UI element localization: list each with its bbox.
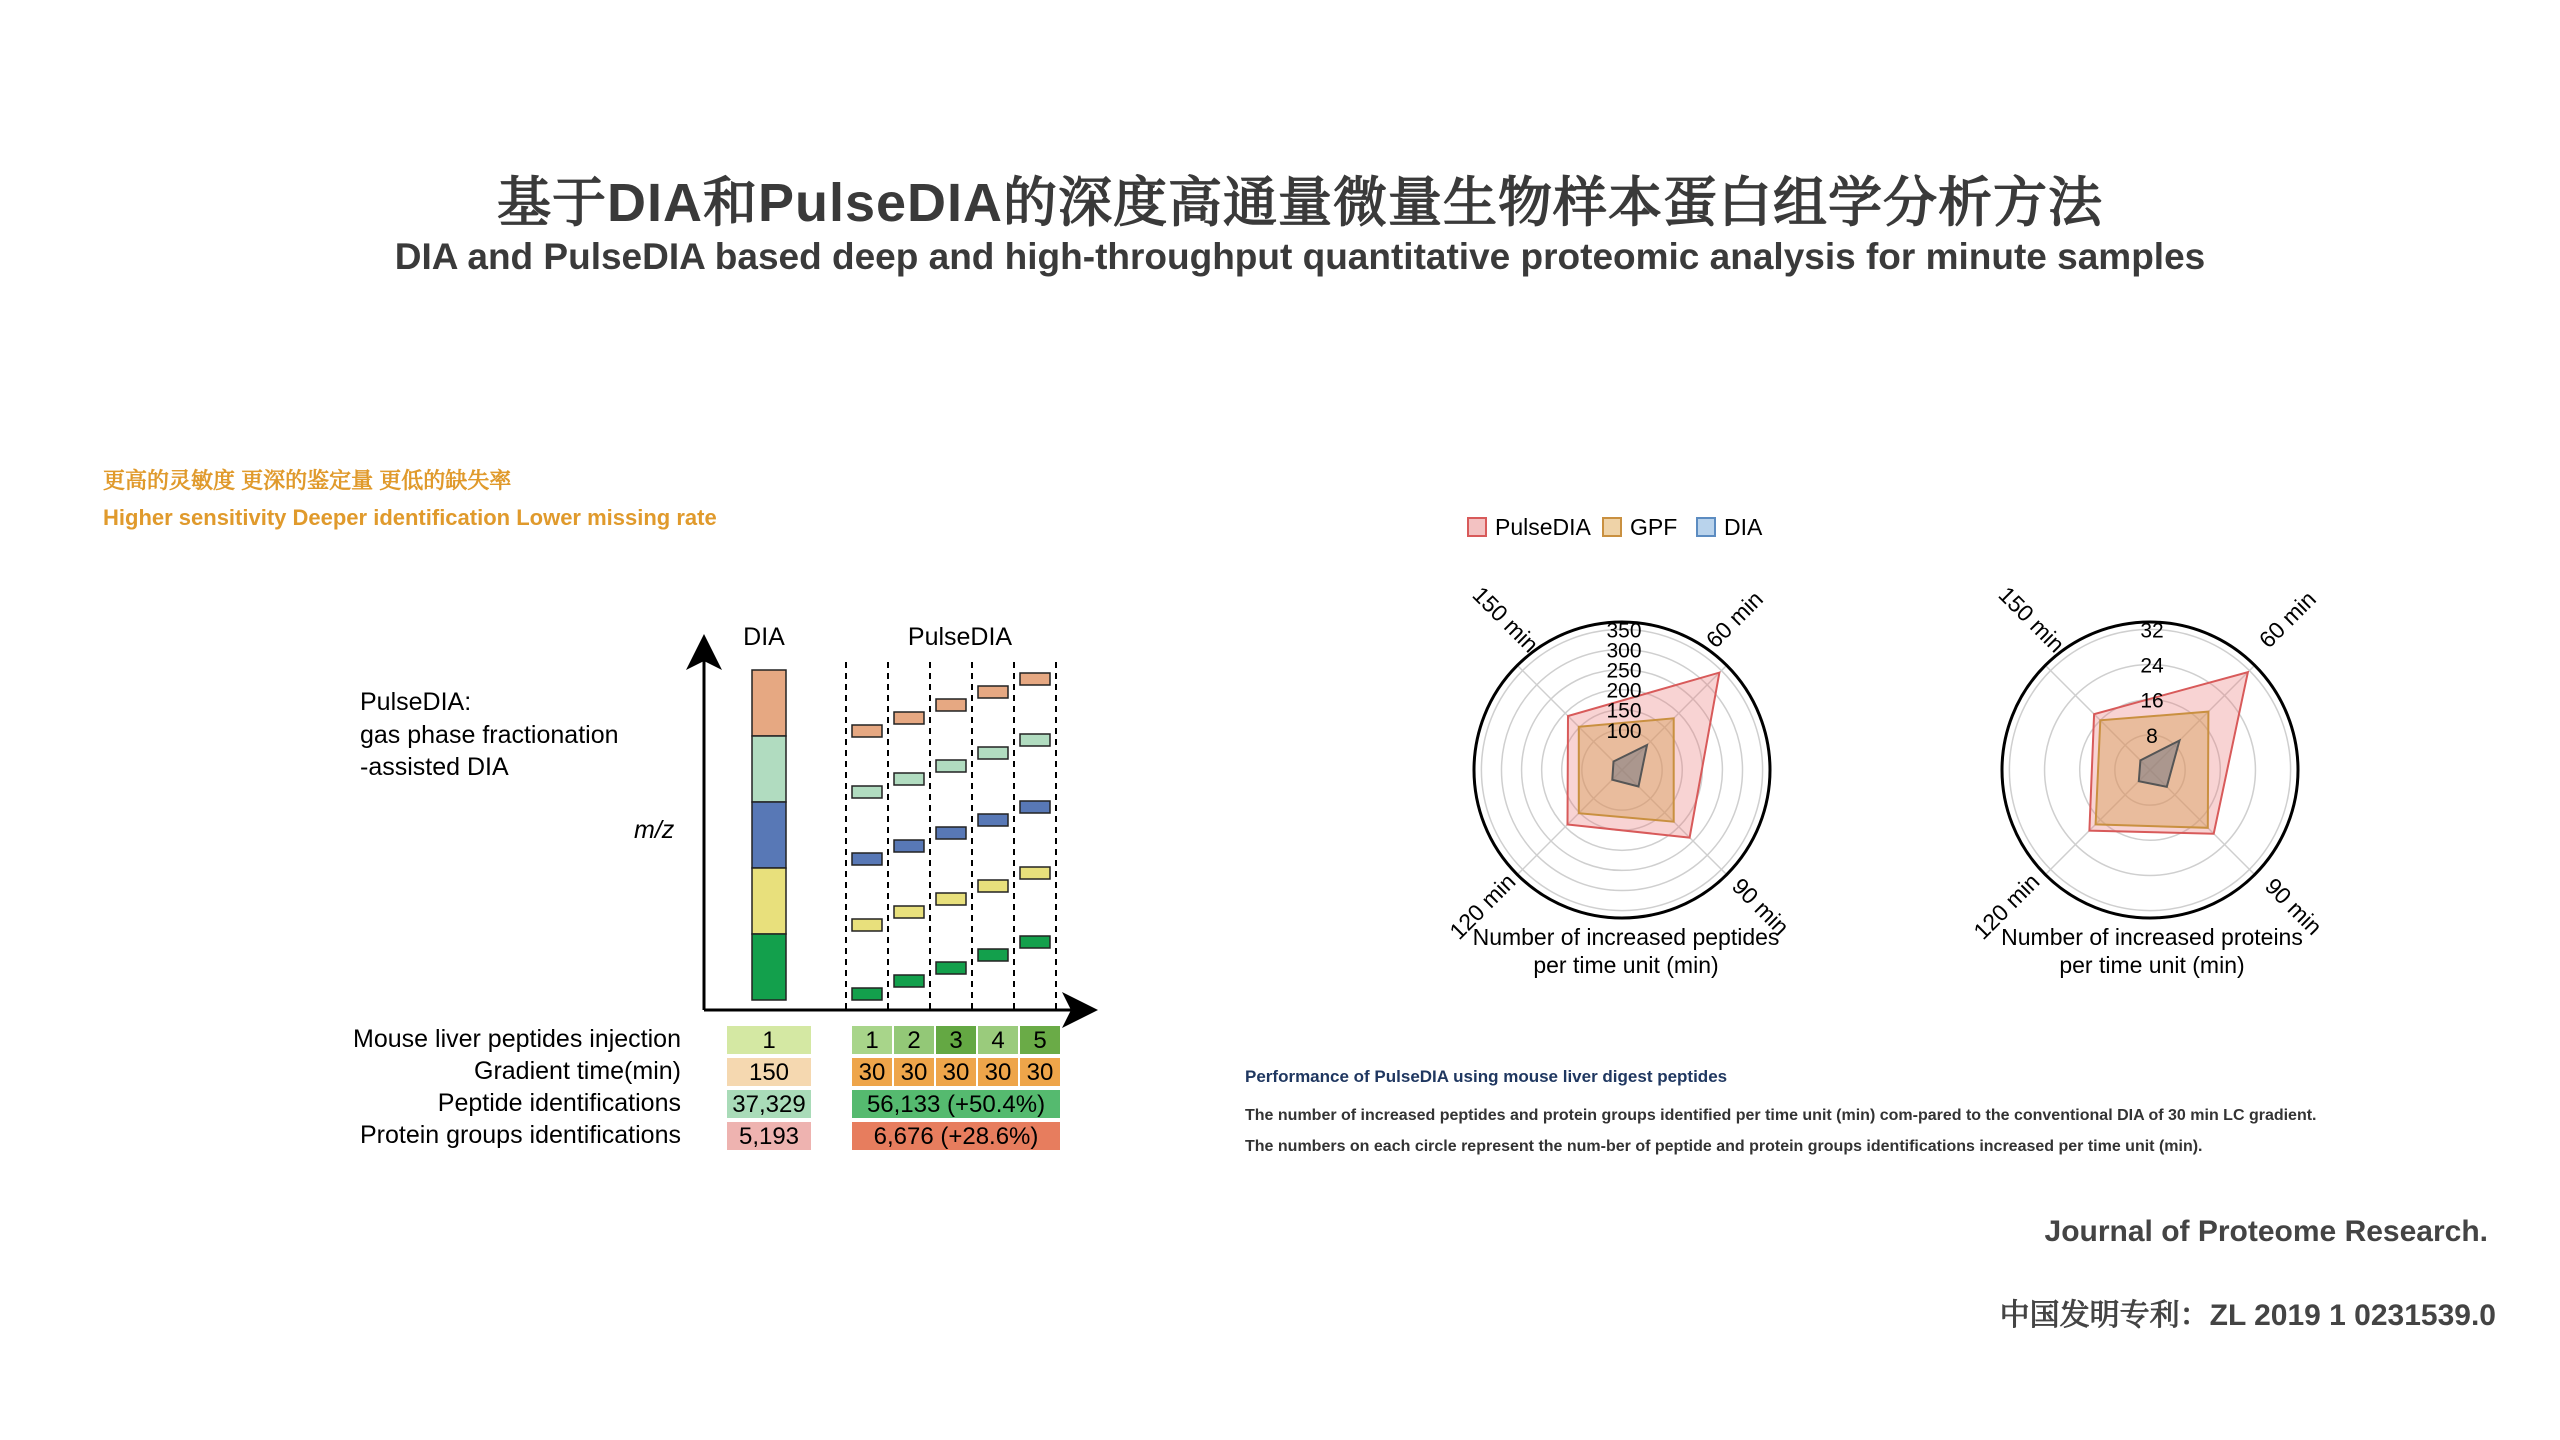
radar-xlabel-line2: per time unit (min)	[2059, 952, 2245, 978]
pulse-window	[936, 699, 966, 711]
dia-window-5	[752, 934, 786, 1000]
radar-tick-label: 150	[1606, 699, 1642, 723]
pulse-window	[936, 893, 966, 905]
radar-tick-label: 24	[2140, 654, 2164, 678]
cell-injection-pulse-4-value: 4	[991, 1027, 1005, 1054]
pulse-window	[852, 786, 882, 798]
radar-chart-peptides	[1444, 581, 1794, 978]
pulse-window	[978, 880, 1008, 892]
pulse-window	[936, 962, 966, 974]
figure-caption-line2: The numbers on each circle represent the num-ber of peptide and protein groups identifications increased per time unit (min).	[1245, 1138, 2203, 1155]
cell-injection-pulse-3-value: 3	[949, 1027, 963, 1054]
cell-injection-pulse-1-value: 1	[865, 1027, 879, 1054]
cell-protein-pulse-value: 6,676 (+28.6%)	[873, 1123, 1039, 1150]
cell-injection-pulse-2-value: 2	[907, 1027, 921, 1054]
tagline-cn: 更高的灵敏度 更深的鉴定量 更低的缺失率	[103, 468, 512, 493]
pulse-window	[894, 840, 924, 852]
pulsedia-label: PulseDIA	[907, 623, 1013, 651]
axis-label-90: 90 min	[2260, 872, 2328, 940]
axis-label-150: 150 min	[1993, 581, 2070, 658]
mz-axis-label: m/z	[634, 816, 675, 844]
cell-peptide-dia-value: 37,329	[732, 1091, 806, 1118]
row-label-injection: Mouse liver peptides injection	[353, 1025, 681, 1053]
dia-window-3	[752, 802, 786, 868]
pulse-window	[936, 827, 966, 839]
pulse-window	[894, 906, 924, 918]
page-title-en: DIA and PulseDIA based deep and high-throughput quantitative proteomic analysis for minute samples	[394, 236, 2206, 277]
radar-tick-label: 100	[1606, 719, 1642, 743]
cell-peptide-pulse-value: 56,133 (+50.4%)	[866, 1091, 1046, 1118]
pulsedia-windows	[852, 673, 1050, 1000]
radar-tick-label: 250	[1606, 659, 1642, 683]
radar-tick-label: 32	[2140, 619, 2164, 643]
axis-label-120: 120 min	[1968, 868, 2045, 945]
legend-swatch-dia	[1697, 518, 1715, 536]
pulse-window	[978, 814, 1008, 826]
pulse-window	[936, 760, 966, 772]
tagline-en: Higher sensitivity Deeper identification Lower missing rate	[103, 505, 717, 530]
axis-label-120: 120 min	[1444, 868, 1521, 945]
pulsedia-desc-line1: PulseDIA:	[360, 688, 472, 716]
page-title-cn: 基于DIA和PulseDIA的深度高通量微量生物样本蛋白组学分析方法	[496, 173, 2104, 233]
pulsedia-desc-line2: gas phase fractionation	[360, 721, 619, 749]
figure-caption-title: Performance of PulseDIA using mouse liver digest peptides	[1245, 1067, 1728, 1086]
pulsedia-desc-line3: -assisted DIA	[360, 753, 509, 781]
radar-xlabel-line1: Number of increased peptides	[1472, 924, 1780, 950]
dia-label: DIA	[743, 623, 785, 651]
pulse-window	[1020, 801, 1050, 813]
radar-tick-label: 8	[2146, 724, 2158, 748]
row-label-protein: Protein groups identifications	[359, 1121, 681, 1149]
radar-tick-label: 350	[1606, 619, 1642, 643]
pulse-window	[1020, 936, 1050, 948]
axis-label-60: 60 min	[2253, 585, 2321, 653]
axis-label-150: 150 min	[1467, 581, 1544, 658]
radar-tick-label: 300	[1606, 639, 1642, 663]
legend-label-dia: DIA	[1724, 514, 1763, 540]
row-label-peptide: Peptide identifications	[437, 1089, 681, 1117]
patent-number: 中国发明专利：ZL 2019 1 0231539.0	[1999, 1299, 2496, 1332]
figure-caption-line1: The number of increased peptides and protein groups identified per time unit (min) com-pared to the conventional DIA of 30 min LC gradient.	[1245, 1107, 2317, 1124]
cell-injection-dia-value: 1	[762, 1027, 776, 1054]
cell-gradient-pulse-5-value: 30	[1026, 1059, 1054, 1086]
cell-protein-dia-value: 5,193	[738, 1123, 800, 1150]
pulse-window	[1020, 867, 1050, 879]
legend-swatch-gpf	[1603, 518, 1621, 536]
pulse-window	[852, 725, 882, 737]
pulse-window	[894, 975, 924, 987]
pulse-window	[1020, 734, 1050, 746]
axis-label-90: 90 min	[1727, 872, 1795, 940]
cell-gradient-pulse-4-value: 30	[984, 1059, 1012, 1086]
radar-xlabel-line1: Number of increased proteins	[2001, 924, 2303, 950]
pulse-window	[852, 919, 882, 931]
cell-gradient-pulse-2-value: 30	[900, 1059, 928, 1086]
cell-gradient-pulse-3-value: 30	[942, 1059, 970, 1086]
pulse-window	[978, 747, 1008, 759]
axis-label-60: 60 min	[1700, 585, 1768, 653]
pulse-window	[1020, 673, 1050, 685]
radar-charts	[1400, 490, 2400, 1010]
radar-xlabel-line2: per time unit (min)	[1533, 952, 1719, 978]
cell-gradient-pulse-1-value: 30	[858, 1059, 886, 1086]
pulse-window	[852, 853, 882, 865]
legend-label-pulsedia: PulseDIA	[1495, 514, 1591, 540]
comparison-table	[353, 1025, 1060, 1150]
row-label-gradient: Gradient time(min)	[474, 1057, 681, 1085]
radar-tick-label: 16	[2140, 689, 2164, 713]
chart-legend	[1468, 514, 1763, 540]
dia-window-2	[752, 736, 786, 802]
pulse-window	[978, 949, 1008, 961]
dia-window-1	[752, 670, 786, 736]
legend-label-gpf: GPF	[1630, 514, 1678, 540]
dia-window-4	[752, 868, 786, 934]
pulsedia-diagram	[300, 600, 1120, 1180]
radar-chart-proteins	[1968, 581, 2327, 978]
pulse-window	[894, 712, 924, 724]
cell-gradient-dia-value: 150	[748, 1059, 790, 1086]
pulse-window	[852, 988, 882, 1000]
pulse-window	[978, 686, 1008, 698]
radar-tick-label: 200	[1606, 679, 1642, 703]
cell-injection-pulse-5-value: 5	[1033, 1027, 1047, 1054]
journal-name: Journal of Proteome Research.	[2044, 1215, 2488, 1248]
dia-column	[752, 670, 786, 1000]
legend-swatch-pulsedia	[1468, 518, 1486, 536]
pulse-window	[894, 773, 924, 785]
